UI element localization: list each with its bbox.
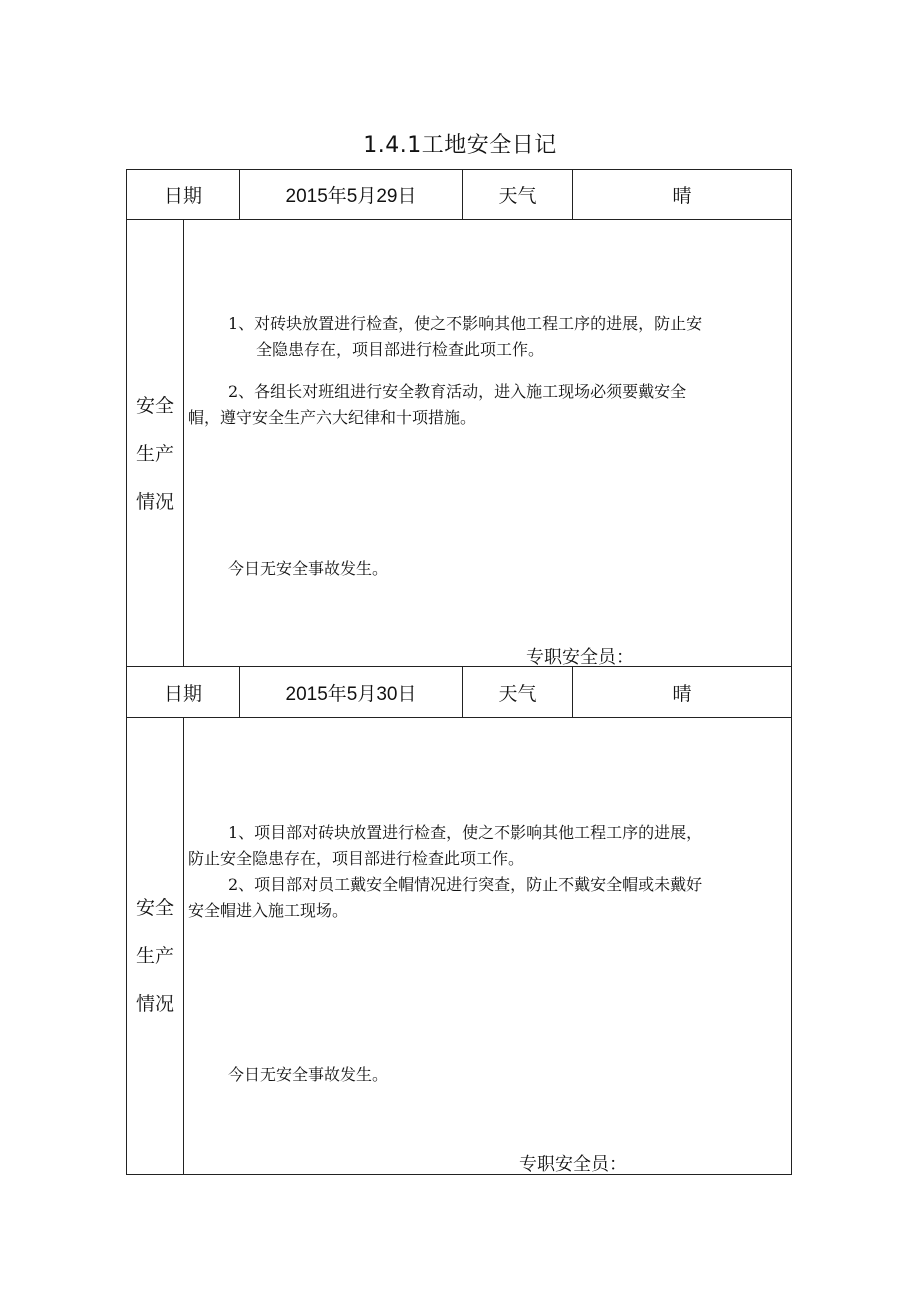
section-label-line: 安全 (135, 897, 174, 919)
item-text-line: 全隐患存在，项目部进行检查此项工作。 (256, 340, 545, 359)
safety-officer-signature-label: 专职安全员： (526, 647, 634, 668)
date-value: 2015年5月30日 (285, 683, 417, 705)
item-text-line: 1、对砖块放置进行检查，使之不影响其他工程工序的进展，防止安 (228, 314, 703, 333)
inspection-item (228, 311, 788, 363)
item-text-line: 帽，遵守安全生产六大纪律和十项措施。 (188, 408, 477, 427)
inspection-item (188, 872, 788, 924)
date-value: 2015年5月29日 (285, 186, 417, 207)
section-label-line: 情况 (135, 491, 174, 513)
table-border-right (791, 169, 792, 1175)
date-label: 日期 (163, 185, 202, 207)
daily-summary: 今日无安全事故发生。 (228, 559, 389, 578)
section-label-line: 生产 (135, 945, 174, 967)
page-title: 1.4.1工地安全日记 (363, 133, 557, 158)
weather-value: 晴 (672, 185, 692, 207)
item-text-line: 2、项目部对员工戴安全帽情况进行突查，防止不戴安全帽或未戴好 (228, 875, 703, 894)
item-text-line: 安全帽进入施工现场。 (188, 901, 349, 920)
safety-diary-table (126, 169, 792, 1175)
section-label-line: 情况 (135, 993, 174, 1015)
daily-summary: 今日无安全事故发生。 (228, 1065, 389, 1084)
item-text-line: 1、项目部对砖块放置进行检查，使之不影响其他工程工序的进展， (228, 823, 703, 842)
section-label-line: 安全 (135, 395, 174, 417)
table-col-divider (183, 219, 184, 666)
table-row-divider (126, 717, 792, 718)
item-text-line: 防止安全隐患存在，项目部进行检查此项工作。 (188, 849, 525, 868)
weather-label: 天气 (498, 185, 537, 207)
inspection-item (188, 820, 788, 872)
table-col-divider (183, 717, 184, 1174)
weather-value: 晴 (672, 682, 692, 705)
weather-label: 天气 (498, 682, 537, 705)
safety-officer-signature-label: 专职安全员： (519, 1154, 627, 1175)
section-label (127, 382, 183, 526)
section-label-line: 生产 (135, 443, 174, 465)
inspection-item (188, 379, 788, 431)
section-label (127, 884, 183, 1028)
item-text-line: 2、各组长对班组进行安全教育活动，进入施工现场必须要戴安全 (228, 382, 687, 401)
date-label: 日期 (163, 682, 202, 705)
table-row-divider (126, 219, 792, 220)
table-border-bottom (126, 1174, 792, 1175)
